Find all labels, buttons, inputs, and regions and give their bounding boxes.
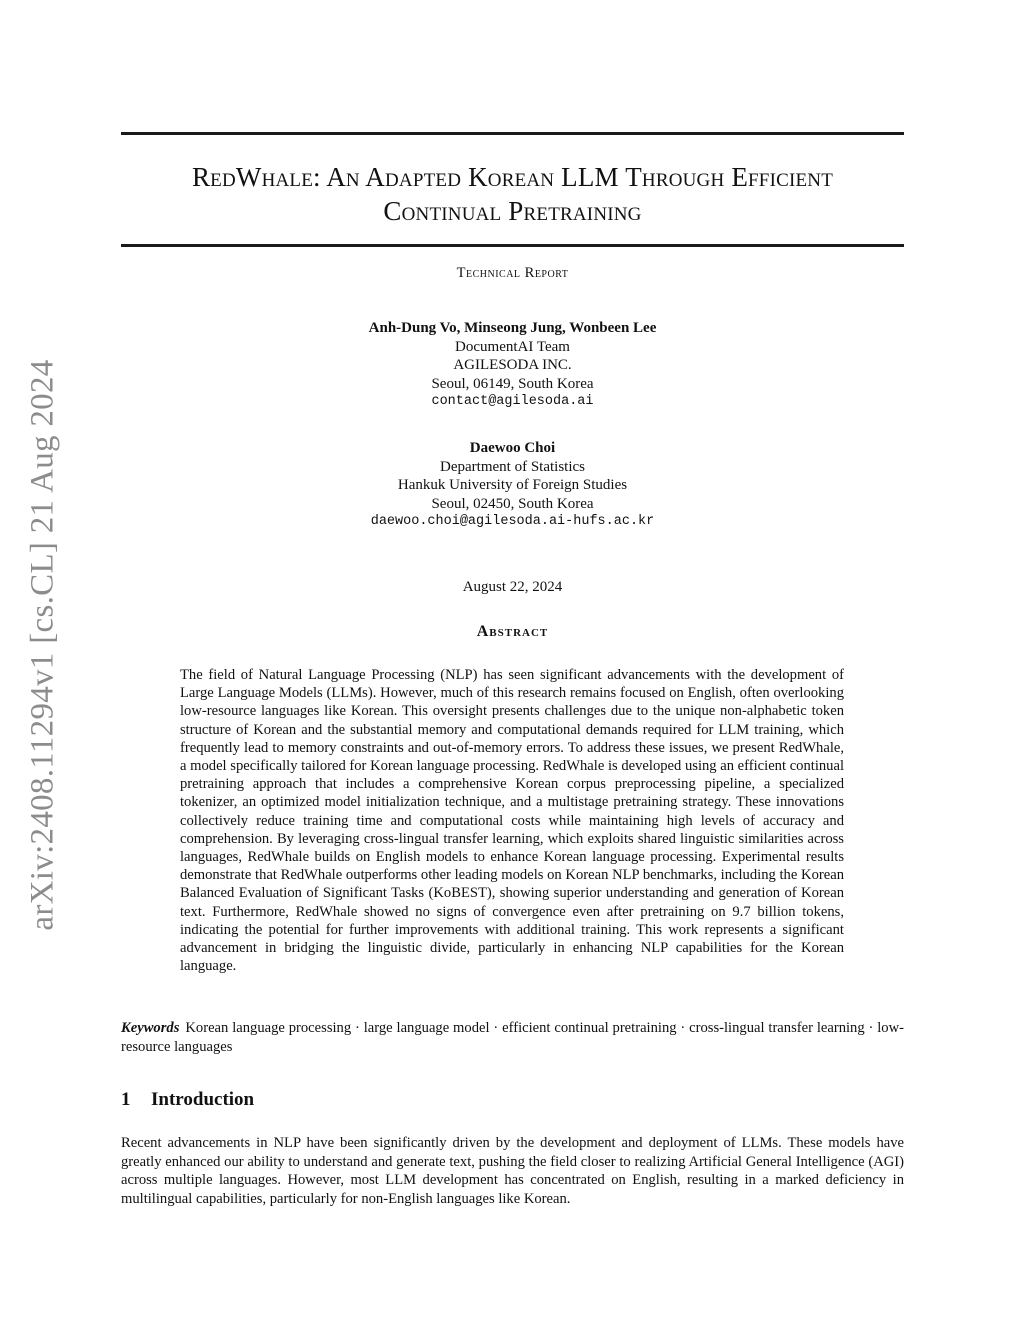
author-affiliation-line: Seoul, 02450, South Korea: [431, 495, 594, 512]
keywords-list: Korean language processing · large language model · efficient continual pretraining · cross-lingual transfer learning · low-resource languages: [121, 1020, 904, 1055]
title-rule-top: [121, 132, 904, 135]
author-email[interactable]: contact@agilesoda.ai: [431, 394, 594, 409]
paper-title-line-2: Continual Pretraining: [383, 196, 642, 226]
publication-date: August 22, 2024: [462, 579, 563, 595]
author-block-agilesoda: [121, 319, 904, 412]
paper-title: [121, 160, 904, 228]
introduction-paragraph: Recent advancements in NLP have been significantly driven by the development and deployment of LLMs. These models have greatly enhanced our ability to understand and generate text, pushing the field closer to realizing Artificial General Intelligence (AGI) across multiple languages. However, most LLM development has concentrated on English, resulting in a marked deficiency in multilingual capabilities, particularly for non-English languages like Korean.: [121, 1135, 904, 1207]
keywords-paragraph: [121, 1019, 904, 1056]
section-title: Introduction: [151, 1089, 255, 1110]
section-heading-introduction: [121, 1089, 254, 1111]
author-affiliation-line: AGILESODA INC.: [453, 357, 572, 373]
section-number: 1: [121, 1089, 131, 1110]
author-affiliation-line: Hankuk University of Foreign Studies: [397, 477, 628, 493]
arxiv-identifier-stamp: arXiv:2408.11294v1 [cs.CL] 21 Aug 2024: [24, 359, 61, 931]
paper-title-line-1: RedWhale: An Adapted Korean LLM Through Efficient: [191, 162, 834, 192]
author-affiliation-line: Department of Statistics: [440, 458, 585, 475]
author-block-hufs: [121, 439, 904, 532]
author-email[interactable]: daewoo.choi@agilesoda.ai-hufs.ac.kr: [370, 514, 655, 529]
author-names: Anh-Dung Vo, Minseong Jung, Wonbeen Lee: [368, 320, 657, 336]
author-affiliation-line: Seoul, 06149, South Korea: [431, 375, 594, 392]
abstract-heading: Abstract: [476, 623, 549, 640]
abstract-body: The field of Natural Language Processing (NLP) has seen significant advancements with the development of Large Language Models (LLMs). However, much of this research remains focused on English, often overlooking low-resource languages like Korean. This oversight presents challenges due to the unique non-alphabetic token structure of Korean and the substantial memory and computational demands required for LLM training, which frequently lead to memory constraints and out-of-memory errors. To address these issues, we present RedWhale, a model specifically tailored for Korean language processing. RedWhale is developed using an efficient continual pretraining approach that includes a comprehensive Korean corpus preprocessing pipeline, a specialized tokenizer, an optimized model initialization technique, and a multistage pretraining strategy. These innovations collectively reduce training time and computational costs while maintaining high levels of accuracy and comprehension. By leveraging cross-lingual transfer learning, which exploits shared linguistic similarities across languages, RedWhale builds on English models to enhance Korean language processing. Experimental results demonstrate that RedWhale outperforms other leading models on Korean NLP benchmarks, including the Korean Balanced Evaluation of Significant Tasks (KoBEST), showing superior understanding and generation of Korean text. Furthermore, RedWhale showed no signs of convergence even after pretraining on 9.7 billion tokens, indicating the potential for further improvements with additional training. This work represents a significant advancement in bridging the linguistic divide, particularly in enhancing NLP capabilities for the Korean language.: [180, 667, 844, 975]
author-affiliation-line: DocumentAI Team: [455, 338, 570, 355]
author-names: Daewoo Choi: [469, 440, 556, 456]
report-type-label: Technical Report: [456, 265, 569, 281]
keywords-label: Keywords: [121, 1020, 180, 1036]
title-rule-bottom: [121, 244, 904, 247]
